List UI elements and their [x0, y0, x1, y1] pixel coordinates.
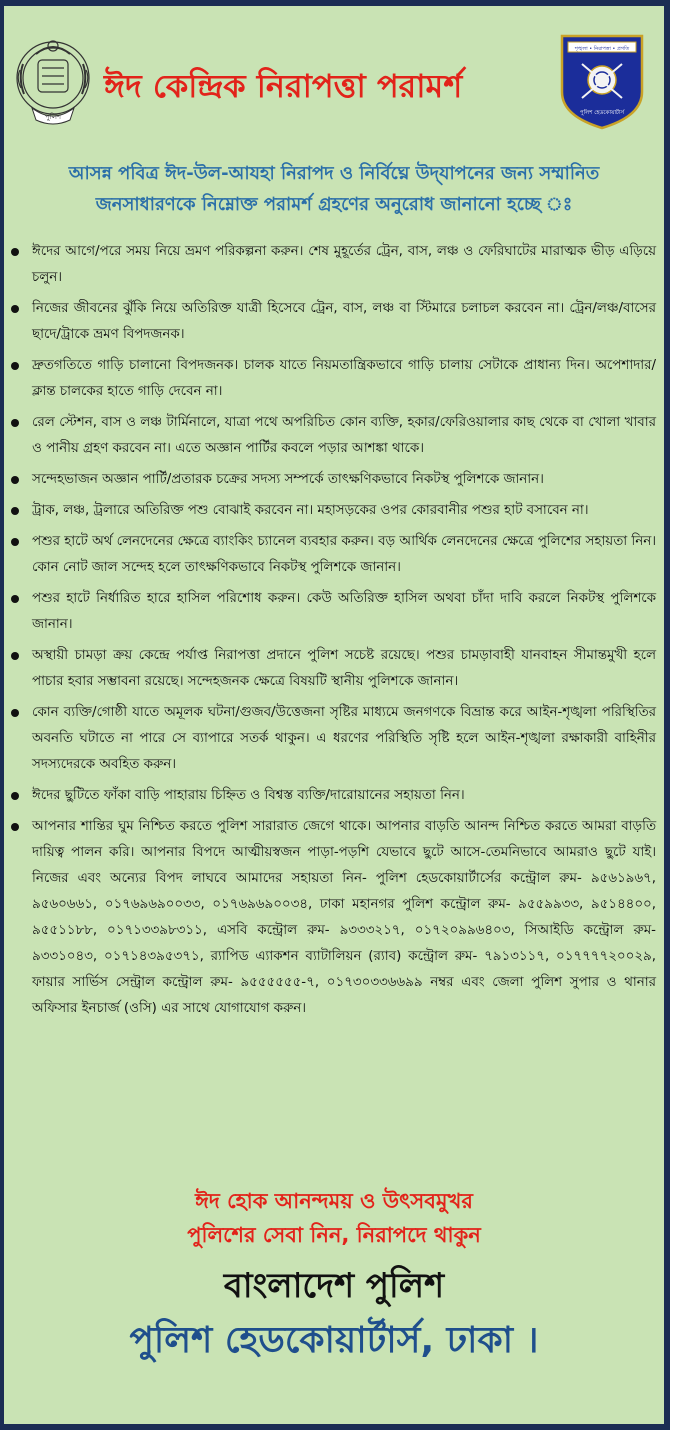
advisory-text: কোন ব্যক্তি/গোষ্ঠী যাতে অমূলক ঘটনা/গুজব/উত্তেজনা সৃষ্টির মাধ্যমে জনগণকে বিভ্রান্ত করে আইন-শৃঙ্খলা পরিস্থিতির অবনতি ঘটাতে না পারে সে ব্যাপারে সতর্ক থাকুন। এ ধরণের পরিস্থিতি সৃষ্টি হলে আইন-শৃঙ্খলা রক্ষাকারী বাহিনীর সদস্যদেরকে অবহিত করুন।	[32, 705, 656, 772]
advisory-text: ঈদের ছুটিতে ফাঁকা বাড়ি পাহারায় চিহ্নিত ও বিশ্বস্ত ব্যক্তি/দারোয়ানের সহায়তা নিন।	[32, 788, 465, 803]
bullet-icon	[11, 305, 19, 313]
list-item	[4, 353, 664, 405]
intro-line-1: আসন্ন পবিত্র ঈদ-উল-আযহা নিরাপদ ও নির্বিঘ্নে উদ্‌যাপনের জন্য সম্মানিত	[68, 163, 600, 184]
bullet-icon	[11, 792, 19, 800]
bullet-icon	[11, 507, 19, 515]
list-item	[4, 783, 664, 809]
page-title: ঈদ কেন্দ্রিক নিরাপত্তা পরামর্শ	[104, 67, 463, 105]
intro-text	[10, 158, 658, 220]
badge-banner-text: শৃঙ্খলা • নিরাপত্তা • প্রগতি	[574, 46, 630, 52]
bullet-icon	[11, 362, 19, 370]
bullet-icon	[11, 248, 19, 256]
poster-footer	[4, 1184, 664, 1370]
advisory-text: পশুর হাটে অর্থ লেনদেনের ক্ষেত্রে ব্যাংকিং চ্যানেল ব্যবহার করুন। বড় আর্থিক লেনদেনের ক্ষেত্রে পুলিশের সহায়তা নিন। কোন নোট জাল সন্দেহ হলে তাৎক্ষণিকভাবে নিকটস্থ পুলিশকে জানান।	[32, 534, 656, 575]
list-item	[4, 296, 664, 348]
emblem-caption: পুলিশ	[44, 113, 62, 121]
bullet-icon	[11, 538, 19, 546]
list-item	[4, 239, 664, 291]
list-item	[4, 498, 664, 524]
headquarters-name: পুলিশ হেডকোয়ার্টার্স, ঢাকা ।	[129, 1320, 539, 1361]
slogan-1: ঈদ হোক আনন্দময় ও উৎসবমুখর	[195, 1189, 473, 1213]
advisory-text: অস্থায়ী চামড়া ক্রয় কেন্দ্রে পর্যাপ্ত নিরাপত্তা প্রদানে পুলিশ সচেষ্ট রয়েছে। পশুর চামড়াবাহী যানবাহন সীমান্তমুখী হলে পাচার হবার সম্ভাবনা রয়েছে। সন্দেহজনক ক্ষেত্রে বিষয়টি স্থানীয় পুলিশকে জানান।	[32, 648, 656, 689]
bullet-icon	[11, 595, 19, 603]
bullet-icon	[11, 823, 19, 831]
advisory-list	[4, 239, 664, 1027]
intro-line-2: জনসাধারণকে নিম্নোক্ত পরামর্শ গ্রহণের অনুরোধ জানানো হচ্ছে ঃ	[95, 194, 573, 215]
bullet-icon	[11, 476, 19, 484]
bullet-icon	[11, 709, 19, 717]
advisory-poster	[4, 6, 664, 1424]
list-item	[4, 529, 664, 581]
list-item	[4, 467, 664, 493]
advisory-text: নিজের জীবনের ঝুঁকি নিয়ে অতিরিক্ত যাত্রী হিসেবে ট্রেন, বাস, লঞ্চ বা স্টিমারে চলাচল করবেন না। ট্রেন/লঞ্চ/বাসের ছাদে/ট্রাকে ভ্রমণ বিপদজনক।	[32, 301, 656, 342]
poster-header	[4, 6, 664, 156]
advisory-text: রেল স্টেশন, বাস ও লঞ্চ টার্মিনালে, যাত্রা পথে অপরিচিত কোন ব্যক্তি, হকার/ফেরিওয়ালার কাছ থেকে বা খোলা খাবার ও পানীয় গ্রহণ করবেন না। এতে অজ্ঞান পার্টির কবলে পড়ার আশঙ্কা থাকে।	[32, 415, 656, 456]
list-item	[4, 700, 664, 778]
slogan-2: পুলিশের সেবা নিন, নিরাপদে থাকুন	[187, 1223, 481, 1247]
badge-caption: পুলিশ হেডকোয়ার্টার্স	[579, 110, 625, 116]
police-shield-badge-icon	[560, 34, 644, 130]
advisory-text: ট্রাক, লঞ্চ, ট্রলারে অতিরিক্ত পশু বোঝাই করবেন না। মহাসড়কের ওপর কোরবানীর পশুর হাট বসাবেন না।	[32, 503, 589, 518]
advisory-text: সন্দেহভাজন অজ্ঞান পার্টি/প্রতারক চক্রের সদস্য সম্পর্কে তাৎক্ষণিকভাবে নিকটস্থ পুলিশকে জানান।	[32, 472, 544, 487]
advisory-text: ঈদের আগে/পরে সময় নিয়ে ভ্রমণ পরিকল্পনা করুন। শেষ মুহূর্তের ট্রেন, বাস, লঞ্চ ও ফেরিঘাটের মারাত্মক ভীড় এড়িয়ে চলুন।	[32, 244, 656, 285]
bullet-icon	[11, 652, 19, 660]
list-item	[4, 814, 664, 1022]
police-emblem-icon	[12, 34, 94, 126]
organization-name: বাংলাদেশ পুলিশ	[223, 1266, 445, 1306]
list-item	[4, 410, 664, 462]
advisory-text: আপনার শান্তির ঘুম নিশ্চিত করতে পুলিশ সারারাত জেগে থাকে। আপনার বাড়তি আনন্দ নিশ্চিত করতে আমরা বাড়তি দায়িত্ব পালন করি। আপনার বিপদে আত্মীয়স্বজন পাড়া-পড়শি যেভাবে ছুটে আসে-তেমনিভাবে আমরাও ছুটে যাই। নিজের এবং অন্যের বিপদ লাঘবে আমাদের সহায়তা নিন- পুলিশ হেডকোয়ার্টার্সের কন্ট্রোল রুম- ৯৫৬১৯৬৭, ৯৫৬০৬৬১, ০১৭৬৯৬৯০০৩৩, ০১৭৬৯৬৯০০৩৪, ঢাকা মহানগর পুলিশ কন্ট্রোল রুম- ৯৫৫৯৯৩৩, ৯৫১৪৪০০, ৯৫৫১১৮৮, ০১৭১৩৩৯৮৩১১, এসবি কন্ট্রোল রুম- ৯৩৩৩২১৭, ০১৭২০৯৯৬৪০৩, সিআইডি কন্ট্রোল রুম- ৯৩৩১০৪৩, ০১৭১৪৩৯৫৩৭১, র‍্যাপিড এ্যাকশন ব্যাটালিয়ন (র‍্যাব) কন্ট্রোল রুম- ৭৯১৩১১৭, ০১৭৭৭৭২০০২৯, ফায়ার সার্ভিস সেন্ট্রাল কন্ট্রোল রুম- ৯৫৫৫৫৫৫-৭, ০১৭৩০৩৩৬৬৯৯ নম্বর এবং জেলা পুলিশ সুপার ও থানার অফিসার ইনচার্জ (ওসি) এর সাথে যোগাযোগ করুন।	[32, 819, 656, 1016]
advisory-text: দ্রুতগতিতে গাড়ি চালানো বিপদজনক। চালক যাতে নিয়মতান্ত্রিকভাবে গাড়ি চালায় সেটাকে প্রাধান্য দিন। অপেশাদার/ক্লান্ত চালকের হাতে গাড়ি দেবেন না।	[32, 358, 656, 399]
advisory-text: পশুর হাটে নির্ধারিত হারে হাসিল পরিশোধ করুন। কেউ অতিরিক্ত হাসিল অথবা চাঁদা দাবি করলে নিকটস্থ পুলিশকে জানান।	[32, 591, 656, 632]
bullet-icon	[11, 419, 19, 427]
list-item	[4, 643, 664, 695]
list-item	[4, 586, 664, 638]
